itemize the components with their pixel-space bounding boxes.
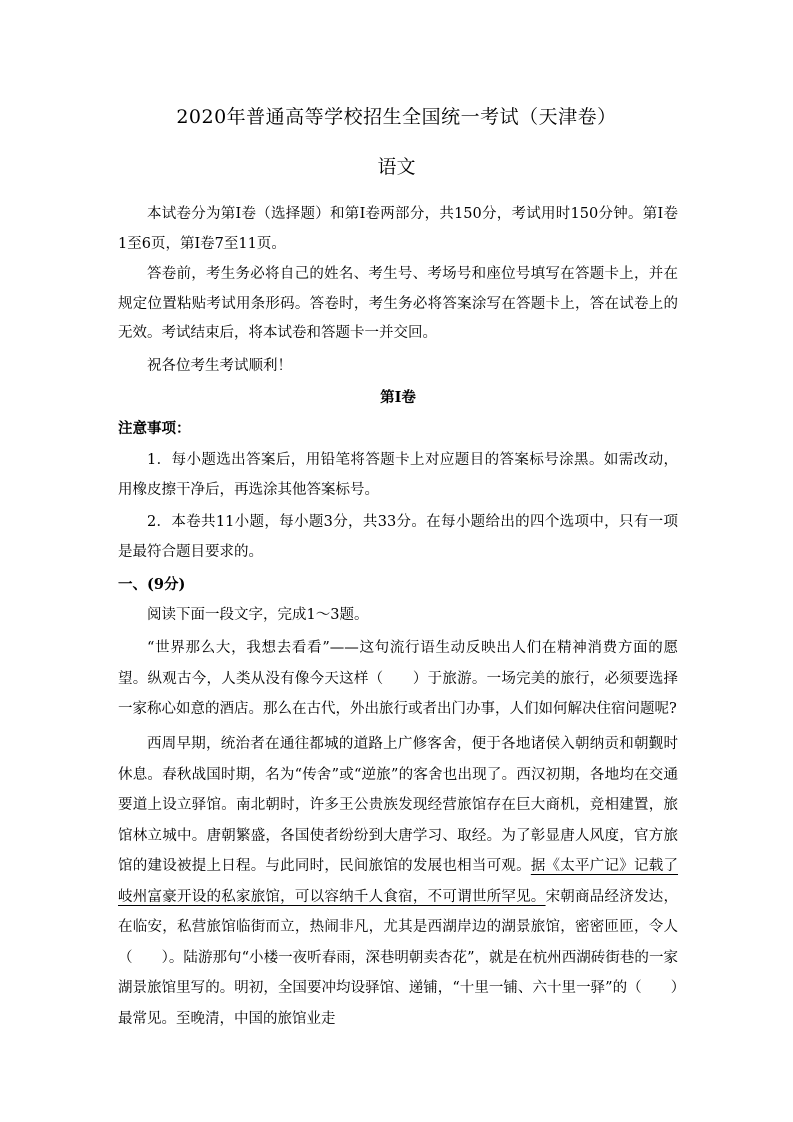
section-heading: 第Ⅰ卷 (380, 389, 416, 406)
passage-text-after: 宋朝商品经济发达，在临安，私营旅馆临街而立，热闹非凡，尤其是西湖岸边的湖景旅馆，密密匝匝，令人（ ）。陆游那句“小楼一夜听春雨，深巷明朝卖杏花”，就是在杭州西湖砖街巷的一家湖景旅馆里写的。明初，全国要冲均设驿馆、递铺，“十里一铺、六十里一驿”的（ ）最常见。至晚清，中国的旅馆业走 (118, 888, 679, 1027)
passage-paragraph-2 (118, 729, 678, 1034)
underlined-sentence: 据《太平广记》记载了岐州富豪开设的私家旅馆，可以容纳千人食宿，不可谓世所罕见。 (118, 858, 679, 905)
notes-title: 注意事项： (118, 420, 191, 437)
passage-text-before: 西周早期，统治者在通往都城的道路上广修客舍，便于各地诸侯入朝纳贡和朝觐时休息。春秋战国时期，名为“传舍”或“逆旅”的客舍也出现了。西汉初期，各地均在交通要道上设立驿馆。南北朝时，许多王公贵族发现经营旅馆存在巨大商机，竞相建置，旅馆林立城中。唐朝繁盛，各国使者纷纷到大唐学习、取经。为了彰显唐人风度，官方旅馆的建设被提上日程。与此同时，民间旅馆的发展也相当可观。 (118, 736, 678, 874)
passage-paragraph-1: “世界那么大，我想去看看”——这句流行语生动反映出人们在精神消费方面的愿望。纵观古今，人类从没有像今天这样（ ）于旅游。一场完美的旅行，必须要选择一家称心如意的酒店。那么在古代，外出旅行或者出门办事，人们如何解决住宿问题呢? (118, 640, 678, 717)
intro-paragraph-2: 答卷前，考生务必将自己的姓名、考生号、考场号和座位号填写在答题卡上，并在规定位置粘贴考试用条形码。答卷时，考生务必将答案涂写在答题卡上，答在试卷上的无效。考试结束后，将本试卷和答题卡一并交回。 (118, 266, 678, 341)
intro-paragraph-3: 祝各位考生考试顺利！ (147, 358, 292, 374)
exam-title: 2020年普通高等学校招生全国统一考试（天津卷） (176, 106, 617, 128)
reading-instruction: 阅读下面一段文字，完成1～3题。 (147, 607, 369, 623)
note-2: 2．本卷共11小题，每小题3分，共33分。在每小题给出的四个选项中，只有一项是最符合题目要求的。 (118, 514, 678, 560)
intro-paragraph-1: 本试卷分为第Ⅰ卷（选择题）和第Ⅰ卷两部分，共150分，考试用时150分钟。第Ⅰ卷1至6页，第Ⅰ卷7至11页。 (118, 206, 678, 252)
subject-title: 语文 (377, 156, 416, 178)
note-1: 1．每小题选出答案后，用铅笔将答题卡上对应题目的答案标号涂黑。如需改动，用橡皮擦干净后，再选涂其他答案标号。 (118, 452, 678, 498)
part-1-heading: 一、(9分) (118, 576, 186, 593)
